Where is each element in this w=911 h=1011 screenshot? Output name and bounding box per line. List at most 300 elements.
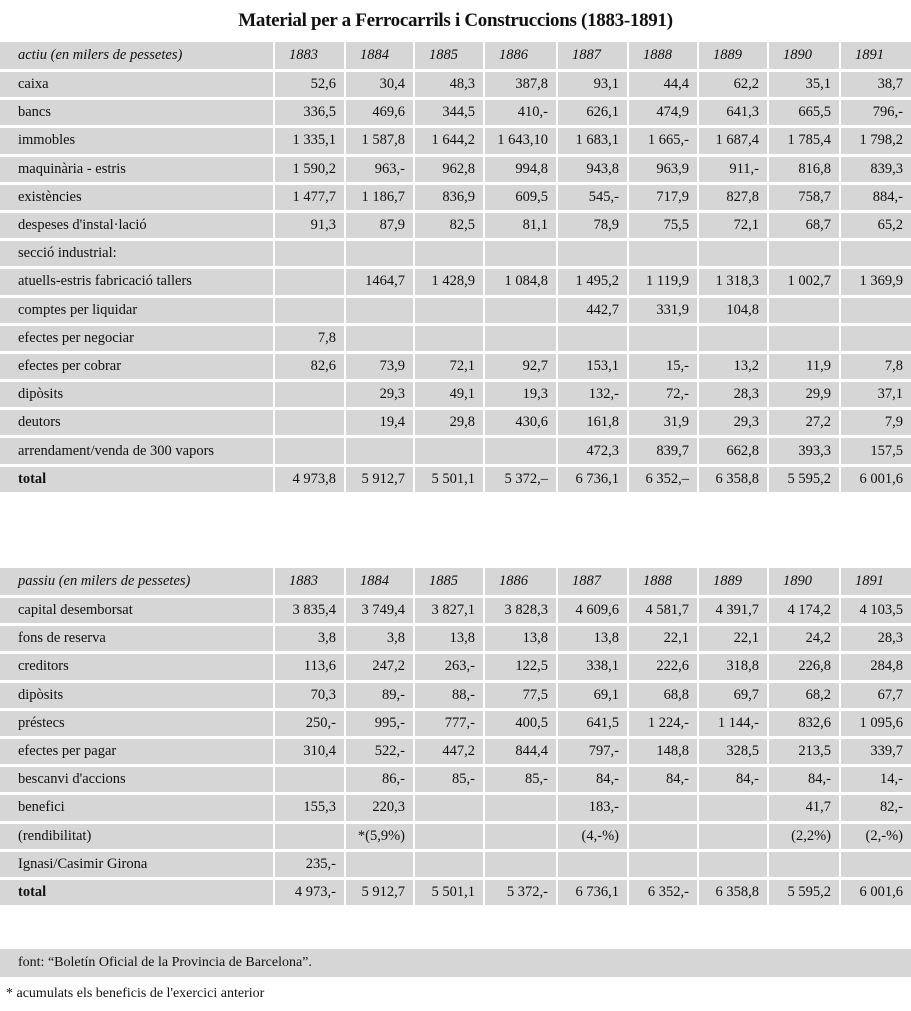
table-cell	[841, 326, 911, 354]
table-cell: 222,6	[629, 654, 699, 682]
table-cell: 13,8	[558, 626, 629, 654]
table-cell: 14,-	[841, 767, 911, 795]
table-row	[0, 410, 911, 438]
table-cell: 827,8	[699, 185, 769, 213]
table-cell: 963,9	[629, 157, 699, 185]
table-cell: 84,-	[558, 767, 629, 795]
table-cell	[415, 852, 485, 880]
table-cell	[485, 298, 558, 326]
table-cell: (4,-%)	[558, 824, 629, 852]
table-row	[0, 298, 911, 326]
table-cell: 73,9	[346, 354, 415, 382]
table-cell	[699, 326, 769, 354]
row-label: (rendibilitat)	[0, 824, 275, 852]
table-cell: 3 827,1	[415, 598, 485, 626]
table-cell	[415, 326, 485, 354]
row-label: caixa	[0, 72, 275, 100]
table-cell: 839,3	[841, 157, 911, 185]
table-cell: 19,3	[485, 382, 558, 410]
table-cell: 5 912,7	[346, 467, 415, 495]
table-cell: 250,-	[275, 711, 346, 739]
table-cell: 4 973,-	[275, 880, 346, 908]
table-row	[0, 213, 911, 241]
table-cell	[415, 824, 485, 852]
table-cell: 157,5	[841, 438, 911, 466]
row-label: despeses d'instal·lació	[0, 213, 275, 241]
year-header: 1886	[485, 42, 558, 72]
table-cell: 777,-	[415, 711, 485, 739]
table-cell: 6 736,1	[558, 880, 629, 908]
table-row	[0, 739, 911, 767]
table-cell: 220,3	[346, 795, 415, 823]
row-label: comptes per liquidar	[0, 298, 275, 326]
year-header: 1884	[346, 568, 415, 598]
table-cell	[346, 438, 415, 466]
table-cell: 5 501,1	[415, 880, 485, 908]
table-row	[0, 382, 911, 410]
row-label: dipòsits	[0, 683, 275, 711]
table-cell: 153,1	[558, 354, 629, 382]
table-cell: 474,9	[629, 100, 699, 128]
table-row	[0, 824, 911, 852]
table-cell	[415, 438, 485, 466]
table-cell: 328,5	[699, 739, 769, 767]
table-cell: 1 318,3	[699, 269, 769, 297]
table-cell: 836,9	[415, 185, 485, 213]
row-label: préstecs	[0, 711, 275, 739]
table-cell: 1 643,10	[485, 128, 558, 156]
table-cell: 3,8	[346, 626, 415, 654]
actiu-header-row	[0, 42, 911, 72]
table-cell	[769, 852, 841, 880]
table-cell	[485, 795, 558, 823]
row-label: creditors	[0, 654, 275, 682]
table-cell	[485, 824, 558, 852]
table-cell: 522,-	[346, 739, 415, 767]
table-cell: 69,1	[558, 683, 629, 711]
table-cell: 82,5	[415, 213, 485, 241]
table-cell: 6 358,8	[699, 467, 769, 495]
table-cell	[275, 298, 346, 326]
table-cell: 68,2	[769, 683, 841, 711]
table-cell: 6 352,–	[629, 467, 699, 495]
table-cell: 410,-	[485, 100, 558, 128]
table-cell: 65,2	[841, 213, 911, 241]
table-cell: 29,8	[415, 410, 485, 438]
actiu-table	[0, 42, 911, 495]
table-cell: 29,3	[699, 410, 769, 438]
table-cell: 331,9	[629, 298, 699, 326]
table-cell: 5 501,1	[415, 467, 485, 495]
table-cell	[275, 767, 346, 795]
year-header: 1887	[558, 42, 629, 72]
table-cell	[275, 269, 346, 297]
table-cell: 1 785,4	[769, 128, 841, 156]
table-cell: 161,8	[558, 410, 629, 438]
table-cell: 1464,7	[346, 269, 415, 297]
table-cell: 6 001,6	[841, 467, 911, 495]
year-header: 1890	[769, 568, 841, 598]
year-header: 1885	[415, 42, 485, 72]
table-cell: 430,6	[485, 410, 558, 438]
table-cell	[629, 241, 699, 269]
table-cell	[629, 326, 699, 354]
table-row	[0, 654, 911, 682]
table-cell: 28,3	[699, 382, 769, 410]
table-cell: 447,2	[415, 739, 485, 767]
table-row	[0, 72, 911, 100]
table-cell: 1 186,7	[346, 185, 415, 213]
table-cell: 85,-	[415, 767, 485, 795]
table-cell	[485, 438, 558, 466]
table-cell: 5 595,2	[769, 880, 841, 908]
row-label: immobles	[0, 128, 275, 156]
table-cell: 1 687,4	[699, 128, 769, 156]
table-row	[0, 157, 911, 185]
table-cell: 1 002,7	[769, 269, 841, 297]
table-cell	[275, 410, 346, 438]
table-row	[0, 128, 911, 156]
table-row	[0, 326, 911, 354]
table-cell: 338,1	[558, 654, 629, 682]
table-cell: 7,9	[841, 410, 911, 438]
table-cell: 29,3	[346, 382, 415, 410]
table-cell	[841, 298, 911, 326]
table-cell: 816,8	[769, 157, 841, 185]
table-cell	[558, 241, 629, 269]
table-cell: 82,6	[275, 354, 346, 382]
row-label: secció industrial:	[0, 241, 275, 269]
table-cell: 113,6	[275, 654, 346, 682]
table-cell: 48,3	[415, 72, 485, 100]
table-cell: 263,-	[415, 654, 485, 682]
row-label: benefici	[0, 795, 275, 823]
total-row	[0, 880, 911, 908]
table-cell: 1 477,7	[275, 185, 346, 213]
table-cell: 284,8	[841, 654, 911, 682]
table-cell: 52,6	[275, 72, 346, 100]
table-cell: 665,5	[769, 100, 841, 128]
row-label: total	[0, 467, 275, 495]
table-cell: 310,4	[275, 739, 346, 767]
table-cell: 832,6	[769, 711, 841, 739]
table-cell: 963,-	[346, 157, 415, 185]
table-cell	[346, 241, 415, 269]
actiu-header-label: actiu (en milers de pessetes)	[0, 42, 275, 72]
table-cell: 6 001,6	[841, 880, 911, 908]
table-cell: 67,7	[841, 683, 911, 711]
table-cell: 235,-	[275, 852, 346, 880]
table-cell: 87,9	[346, 213, 415, 241]
table-cell: 89,-	[346, 683, 415, 711]
table-cell: 1 335,1	[275, 128, 346, 156]
table-cell: 797,-	[558, 739, 629, 767]
table-cell: 1 683,1	[558, 128, 629, 156]
table-cell: 6 352,-	[629, 880, 699, 908]
table-cell: 6 736,1	[558, 467, 629, 495]
table-cell: 13,8	[485, 626, 558, 654]
table-cell: 93,1	[558, 72, 629, 100]
table-cell	[275, 241, 346, 269]
table-cell: 641,3	[699, 100, 769, 128]
table-cell: 88,-	[415, 683, 485, 711]
table-cell: 1 224,-	[629, 711, 699, 739]
table-cell: 82,-	[841, 795, 911, 823]
table-cell: *(5,9%)	[346, 824, 415, 852]
table-cell	[629, 852, 699, 880]
table-cell: 84,-	[769, 767, 841, 795]
table-cell	[699, 241, 769, 269]
row-label: Ignasi/Casimir Girona	[0, 852, 275, 880]
table-cell: 1 665,-	[629, 128, 699, 156]
table-cell: 1 369,9	[841, 269, 911, 297]
row-label: existències	[0, 185, 275, 213]
table-cell: 472,3	[558, 438, 629, 466]
table-cell	[415, 241, 485, 269]
table-cell: 41,7	[769, 795, 841, 823]
table-cell: 545,-	[558, 185, 629, 213]
table-cell: 183,-	[558, 795, 629, 823]
table-cell: 839,7	[629, 438, 699, 466]
table-cell: 44,4	[629, 72, 699, 100]
row-label: fons de reserva	[0, 626, 275, 654]
row-label: efectes per cobrar	[0, 354, 275, 382]
table-cell: 717,9	[629, 185, 699, 213]
table-cell: 339,7	[841, 739, 911, 767]
table-cell: 1 644,2	[415, 128, 485, 156]
table-cell: 11,9	[769, 354, 841, 382]
table-cell: 78,9	[558, 213, 629, 241]
table-cell: 22,1	[629, 626, 699, 654]
table-row	[0, 354, 911, 382]
table-cell: 72,-	[629, 382, 699, 410]
year-header: 1888	[629, 568, 699, 598]
row-label: efectes per negociar	[0, 326, 275, 354]
table-cell: 5 595,2	[769, 467, 841, 495]
table-cell: 213,5	[769, 739, 841, 767]
table-cell: (2,2%)	[769, 824, 841, 852]
table-cell: 70,3	[275, 683, 346, 711]
table-row	[0, 598, 911, 626]
table-cell: 5 912,7	[346, 880, 415, 908]
year-header: 1887	[558, 568, 629, 598]
table-cell: 7,8	[841, 354, 911, 382]
table-cell: 77,5	[485, 683, 558, 711]
table-cell: 344,5	[415, 100, 485, 128]
table-cell: 91,3	[275, 213, 346, 241]
table-cell: 962,8	[415, 157, 485, 185]
table-cell: 22,1	[699, 626, 769, 654]
table-cell: 626,1	[558, 100, 629, 128]
table-row	[0, 269, 911, 297]
table-cell	[699, 852, 769, 880]
table-cell: 69,7	[699, 683, 769, 711]
notes	[0, 949, 911, 1011]
table-cell: 122,5	[485, 654, 558, 682]
table-cell	[275, 824, 346, 852]
table-cell: 442,7	[558, 298, 629, 326]
table-row	[0, 626, 911, 654]
table-cell	[841, 852, 911, 880]
year-header: 1891	[841, 568, 911, 598]
table-cell	[346, 326, 415, 354]
table-cell: 38,7	[841, 72, 911, 100]
table-row	[0, 852, 911, 880]
table-cell: 4 103,5	[841, 598, 911, 626]
table-cell: 5 372,–	[485, 467, 558, 495]
table-cell: 19,4	[346, 410, 415, 438]
table-cell: 5 372,-	[485, 880, 558, 908]
table-cell: 1 587,8	[346, 128, 415, 156]
row-label: dipòsits	[0, 382, 275, 410]
table-cell: 68,7	[769, 213, 841, 241]
table-cell: 3 835,4	[275, 598, 346, 626]
table-cell: 1 095,6	[841, 711, 911, 739]
table-cell	[769, 241, 841, 269]
table-cell: 3 828,3	[485, 598, 558, 626]
row-label: arrendament/venda de 300 vapors	[0, 438, 275, 466]
table-cell: 155,3	[275, 795, 346, 823]
table-cell: 6 358,8	[699, 880, 769, 908]
table-cell: 85,-	[485, 767, 558, 795]
table-cell: 7,8	[275, 326, 346, 354]
table-row	[0, 185, 911, 213]
table-cell	[485, 326, 558, 354]
table-cell: 92,7	[485, 354, 558, 382]
passiu-header-label: passiu (en milers de pessetes)	[0, 568, 275, 598]
year-header: 1885	[415, 568, 485, 598]
table-title: Material per a Ferrocarrils i Construccions (1883-1891)	[238, 10, 673, 31]
table-cell	[346, 852, 415, 880]
table-cell	[558, 852, 629, 880]
row-label: efectes per pagar	[0, 739, 275, 767]
row-label: bescanvi d'accions	[0, 767, 275, 795]
table-cell: 758,7	[769, 185, 841, 213]
table-cell: 27,2	[769, 410, 841, 438]
table-cell: 336,5	[275, 100, 346, 128]
table-cell	[485, 852, 558, 880]
table-cell	[485, 241, 558, 269]
table-cell	[699, 795, 769, 823]
table-cell: 943,8	[558, 157, 629, 185]
year-header: 1889	[699, 568, 769, 598]
table-cell: 84,-	[629, 767, 699, 795]
table-cell: 4 609,6	[558, 598, 629, 626]
table-cell	[629, 824, 699, 852]
table-cell: 1 084,8	[485, 269, 558, 297]
table-cell: 1 590,2	[275, 157, 346, 185]
year-header: 1884	[346, 42, 415, 72]
table-cell: 884,-	[841, 185, 911, 213]
table-cell: 30,4	[346, 72, 415, 100]
table-cell: 15,-	[629, 354, 699, 382]
table-cell: 1 119,9	[629, 269, 699, 297]
table-cell	[346, 298, 415, 326]
table-cell: 37,1	[841, 382, 911, 410]
year-header: 1888	[629, 42, 699, 72]
table-cell: 28,3	[841, 626, 911, 654]
table-cell: 469,6	[346, 100, 415, 128]
table-cell: 4 973,8	[275, 467, 346, 495]
table-cell: 13,2	[699, 354, 769, 382]
year-header: 1890	[769, 42, 841, 72]
table-cell: 75,5	[629, 213, 699, 241]
row-label: total	[0, 880, 275, 908]
table-cell: 662,8	[699, 438, 769, 466]
table-cell: 226,8	[769, 654, 841, 682]
table-cell	[415, 795, 485, 823]
table-cell: 393,3	[769, 438, 841, 466]
table-cell: 72,1	[699, 213, 769, 241]
table-cell: 62,2	[699, 72, 769, 100]
table-row	[0, 438, 911, 466]
table-cell: 132,-	[558, 382, 629, 410]
table-cell	[275, 438, 346, 466]
table-cell: 84,-	[699, 767, 769, 795]
footnote: * acumulats els beneficis de l'exercici anterior	[0, 980, 911, 1011]
table-cell	[841, 241, 911, 269]
table-cell: 49,1	[415, 382, 485, 410]
table-cell	[769, 298, 841, 326]
year-header: 1891	[841, 42, 911, 72]
year-header: 1883	[275, 42, 346, 72]
table-cell: 1 144,-	[699, 711, 769, 739]
table-cell	[629, 795, 699, 823]
table-cell: 104,8	[699, 298, 769, 326]
table-cell: 995,-	[346, 711, 415, 739]
table-cell	[699, 824, 769, 852]
table-cell	[415, 298, 485, 326]
table-cell: 4 581,7	[629, 598, 699, 626]
table-row	[0, 711, 911, 739]
table-cell: 4 391,7	[699, 598, 769, 626]
table-cell: 387,8	[485, 72, 558, 100]
table-row	[0, 795, 911, 823]
table-cell	[558, 326, 629, 354]
table-cell: 86,-	[346, 767, 415, 795]
table-cell: 24,2	[769, 626, 841, 654]
table-row	[0, 100, 911, 128]
table-cell: 31,9	[629, 410, 699, 438]
total-row	[0, 467, 911, 495]
source-note: font: “Boletín Oficial de la Provincia de Barcelona”.	[0, 949, 911, 980]
table-cell: 641,5	[558, 711, 629, 739]
table-cell: 844,4	[485, 739, 558, 767]
table-cell: 3 749,4	[346, 598, 415, 626]
table-cell: 911,-	[699, 157, 769, 185]
table-cell: 29,9	[769, 382, 841, 410]
row-label: bancs	[0, 100, 275, 128]
table-cell: 318,8	[699, 654, 769, 682]
table-cell: 3,8	[275, 626, 346, 654]
row-label: maquinària - estris	[0, 157, 275, 185]
table-cell: 13,8	[415, 626, 485, 654]
year-header: 1886	[485, 568, 558, 598]
passiu-table	[0, 568, 911, 908]
table-cell: 796,-	[841, 100, 911, 128]
table-cell: 72,1	[415, 354, 485, 382]
table-cell: (2,-%)	[841, 824, 911, 852]
table-cell: 1 798,2	[841, 128, 911, 156]
table-cell: 4 174,2	[769, 598, 841, 626]
row-label: capital desemborsat	[0, 598, 275, 626]
table-cell: 994,8	[485, 157, 558, 185]
table-cell: 35,1	[769, 72, 841, 100]
table-cell: 81,1	[485, 213, 558, 241]
row-label: deutors	[0, 410, 275, 438]
table-cell	[275, 382, 346, 410]
table-row	[0, 683, 911, 711]
